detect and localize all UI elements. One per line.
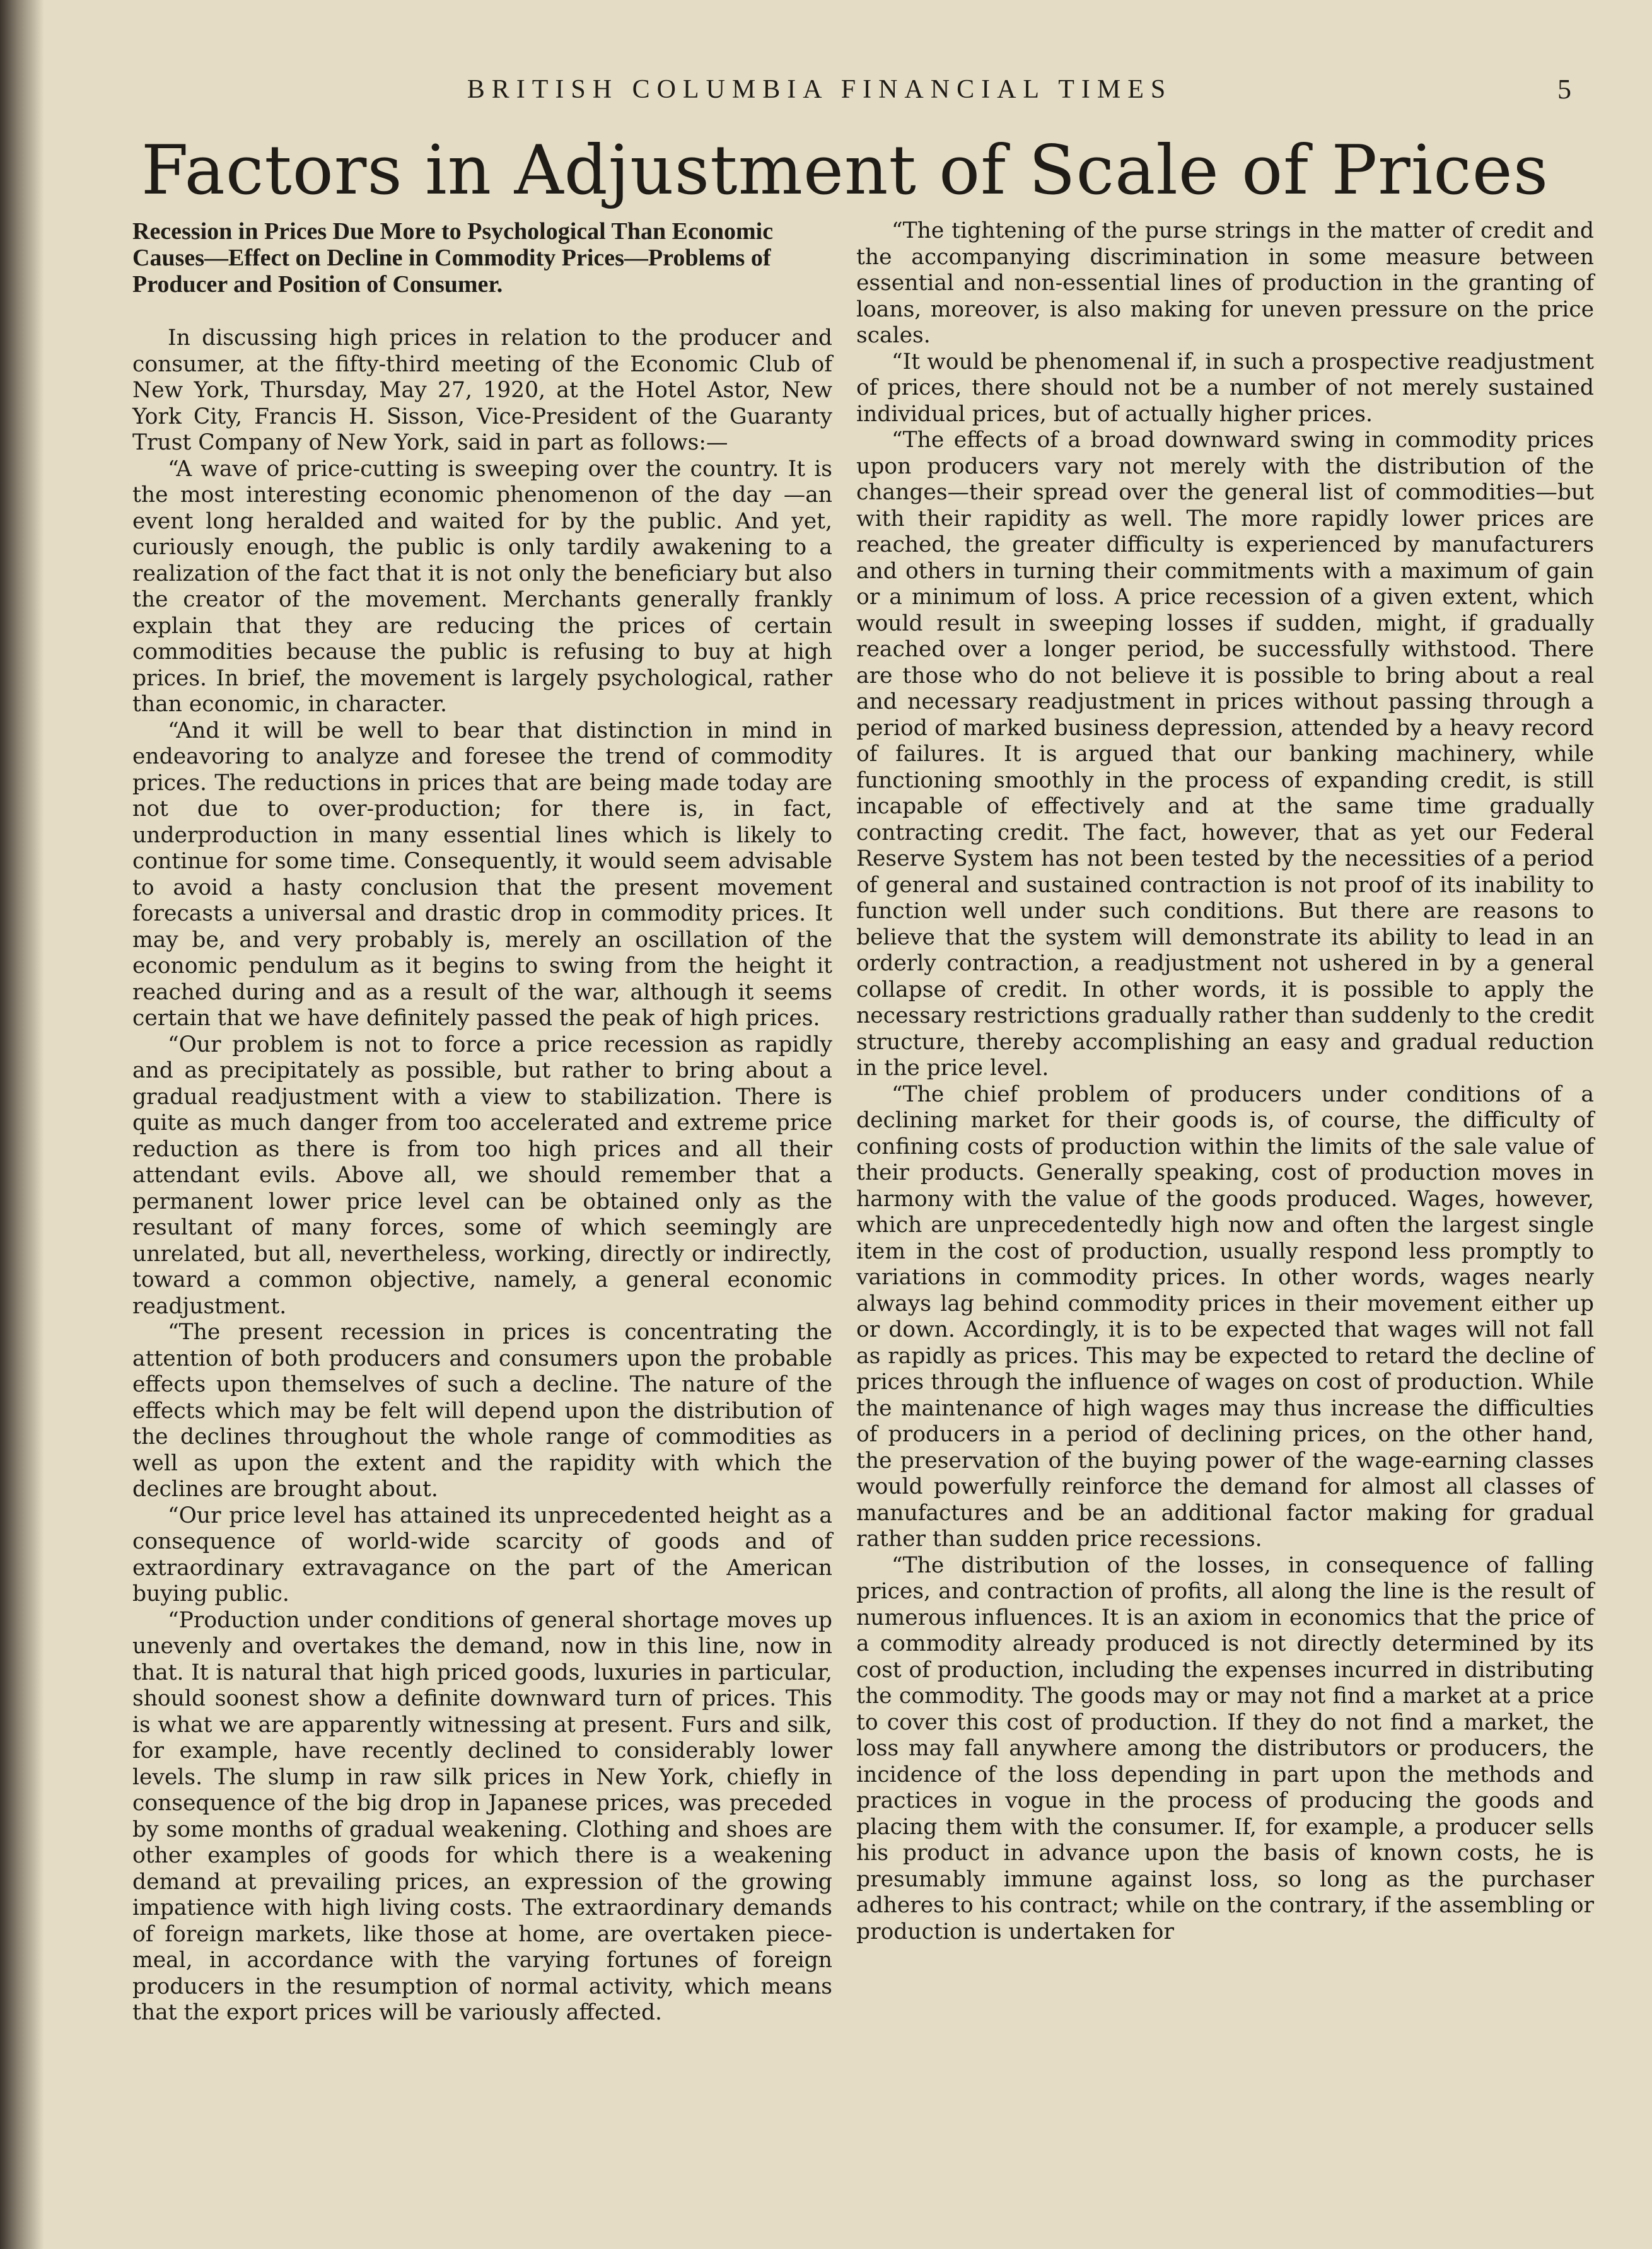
paragraph: “Our problem is not to force a price recession as rapidly and as precipitately as possible, but rather to bring about a gradual readjustment with a view to stabilization. There is quite as much danger from too accelerated and extreme price reduction as there is from too high prices and all their attendant evils. Above all, we should remember that a permanent lower price level can be obtained only as the resultant of many forces, some of which seemingly are unrelated, but all, nevertheless, working, directly or indirectly, toward a common objective, namely, a general economic readjustment. [132,1032,832,1319]
paragraph: “It would be phenomenal if, in such a prospective readjustment of prices, there should not be a number of not merely sustained individual prices, but of actually higher prices. [856,349,1594,427]
left-column [132,218,832,2026]
article-title: Factors in Adjustment of Scale of Prices [141,131,1549,210]
paragraph: “And it will be well to bear that distinction in mind in endeavoring to analyze and foresee the trend of commodity prices. The reductions in prices that are being made today are not due to over-production; for there is, in fact, underproduction in many essential lines which is likely to continue for some time. Consequently, it would seem advisable to avoid a hasty conclusion that the present movement forecasts a universal and drastic drop in commodity prices. It may be, and very probably is, merely an oscillation of the economic pendulum as it begins to swing from the height it reached during and as a result of the war, although it seems certain that we have definitely passed the peak of high prices. [132,718,832,1031]
paragraph: In discussing high prices in relation to the producer and consumer, at the fifty-third meeting of the Economic Club of New York, Thursday, May 27, 1920, at the Hotel Astor, New York City, Francis H. Sisson, Vice-President of the Guaranty Trust Company of New York, said in part as follows:— [132,325,832,455]
paragraph: “Our price level has attained its unprecedented height as a consequence of world-wide scarcity of goods and of extraordinary extravagance on the part of the American buying public. [132,1502,832,1607]
paragraph: “The chief problem of producers under conditions of a declining market for their goods is, of course, the difficulty of confining costs of production within the limits of the sale value of their products. Generally speaking, cost of production moves in harmony with the value of the goods produced. Wages, however, which are unprecedentedly high now and often the largest single item in the cost of production, usually respond less promptly to variations in commodity prices. In other words, wages nearly always lag behind commodity prices in their movement either up or down. Accordingly, it is to be expected that wages will not fall as rapidly as prices. This may be expected to retard the decline of prices through the influence of wages on cost of production. While the maintenance of high wages may thus increase the difficulties of producers in a period of declining prices, on the other hand, the preservation of the buying power of the wage-earning classes would powerfully reinforce the demand for almost all classes of manufactures and be an additional factor making for gradual rather than sudden price recessions. [856,1081,1594,1552]
paragraph: “The effects of a broad downward swing in commodity prices upon producers vary not merely with the distribution of the changes—their spread over the general list of commodities—but with their rapidity as well. The more rapidly lower prices are reached, the greater difficulty is experienced by manufacturers and others in turning their commitments with a maximum of gain or a minimum of loss. A price recession of a given extent, which would result in sweeping losses if sudden, might, if gradually reached over a longer period, be successfully withstood. There are those who do not believe it is possible to bring about a real and necessary readjustment in prices without passing through a period of marked business depression, attended by a heavy record of failures. It is argued that our banking machinery, while functioning smoothly in the process of expanding credit, is still incapable of effectively and at the same time gradually contracting credit. The fact, however, that as yet our Federal Reserve System has not been tested by the necessities of a period of general and sustained contraction is not proof of its inability to function well under such conditions. But there are reasons to believe that the system will demonstrate its ability to lead in an orderly contraction, a readjustment not ushered in by a general collapse of credit. In other words, it is possible to apply the necessary restrictions gradually rather than suddenly to the credit structure, thereby accomplishing an easy and gradual reduction in the price level. [856,427,1594,1081]
paragraph: “The tightening of the purse strings in the matter of credit and the accompanying discrimination in some measure between essential and non-essential lines of production in the granting of loans, moreover, is also making for uneven pressure on the price scales. [856,218,1594,348]
right-column [856,218,1594,1945]
page-number: 5 [1557,74,1571,105]
paragraph: “Production under conditions of general shortage moves up unevenly and overtakes the demand, now in this line, now in that. It is natural that high priced goods, luxuries in particular, should soonest show a definite downward turn of prices. This is what we are apparently witnessing at present. Furs and silk, for example, have recently declined to considerably lower levels. The slump in raw silk prices in New York, chiefly in consequence of the big drop in Japanese prices, was preceded by some months of gradual weakening. Clothing and shoes are other examples of goods for which there is a weakening demand at prevailing prices, an expression of the growing impatience with high living costs. The extraordinary demands of foreign markets, like those at home, are overtaken piece-meal, in accordance with the varying fortunes of foreign producers in the resumption of normal activity, which means that the export prices will be variously affected. [132,1607,832,2025]
running-title: BRITISH COLUMBIA FINANCIAL TIMES [467,75,1173,104]
paragraph: “The present recession in prices is concentrating the attention of both producers and consumers upon the probable effects upon themselves of such a decline. The nature of the effects which may be felt will depend upon the distribution of the declines throughout the whole range of commodities as well as upon the extent and the rapidity with which the declines are brought about. [132,1320,832,1502]
paragraph: “The distribution of the losses, in consequence of falling prices, and contraction of profits, all along the line is the result of numerous influences. It is an axiom in economics that the price of a commodity already produced is not directly determined by its cost of production, including the expenses incurred in distributing the commodity. The goods may or may not find a market at a price to cover this cost of production. If they do not find a market, the loss may fall anywhere among the distributors or producers, the incidence of the loss depending in part upon the methods and practices in vogue in the process of producing the goods and placing them with the consumer. If, for example, a producer sells his product in advance upon the basis of known costs, he is presumably immune against loss, so long as the purchaser adheres to his contract; while on the contrary, if the assembling or production is undertaken for [856,1552,1594,1944]
paragraph: “A wave of price-cutting is sweeping over the country. It is the most interesting economic phenomenon of the day —an event long heralded and waited for by the public. And yet, curiously enough, the public is only tardily awakening to a realization of the fact that it is not only the beneficiary but also the creator of the movement. Merchants generally frankly explain that they are reducing the prices of certain commodities because the public is refusing to buy at high prices. In brief, the movement is largely psychological, rather than economic, in character. [132,456,832,717]
article-subhead: Recession in Prices Due More to Psychological Than Economic Causes—Effect on Decline in Commodity Prices—Problems of Producer and Position of Consumer. [132,218,774,298]
